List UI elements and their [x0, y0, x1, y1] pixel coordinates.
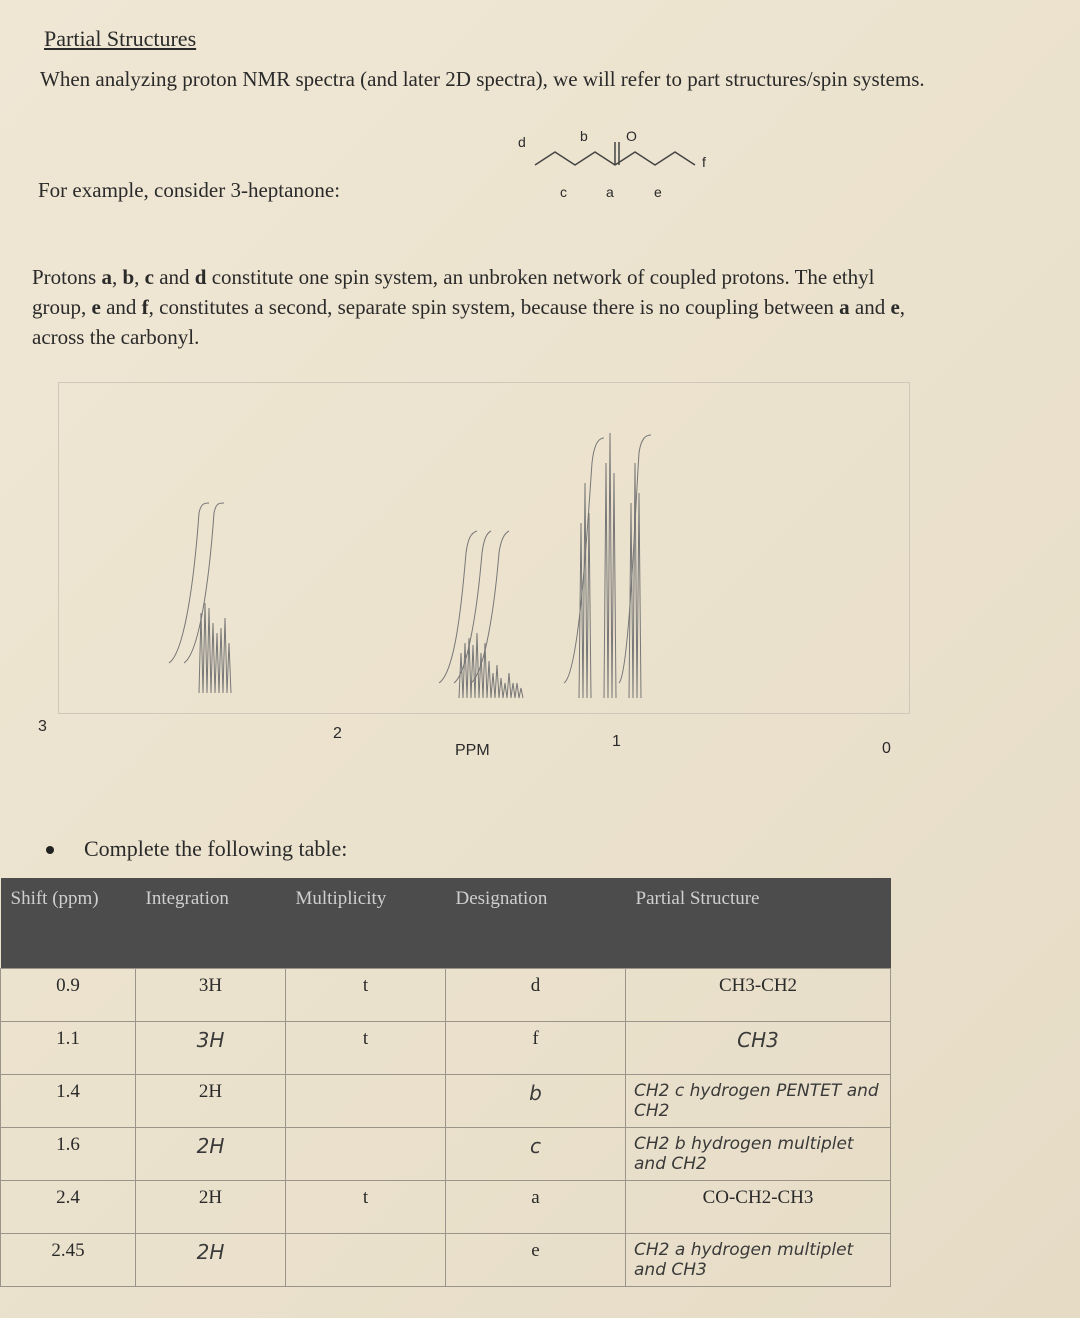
spin-system-paragraph: Protons a, b, c and d constitute one spin system, an unbroken network of coupled protons. The ethyl group, e and f, constitutes a second, separate spin system, because there is no coupling between a and e, across the carbonyl. [32, 265, 906, 349]
cell-multiplicity[interactable]: t [286, 969, 446, 1022]
section-heading: Partial Structures [44, 26, 197, 51]
cell-integration[interactable]: 2H [136, 1234, 286, 1287]
axis-label-ppm: PPM [455, 742, 490, 759]
axis-tick-0: 0 [882, 740, 891, 757]
molecule-3-heptanone [510, 120, 730, 210]
spectrum-peaks [59, 383, 909, 713]
cell-designation[interactable]: e [446, 1234, 626, 1287]
cell-designation[interactable]: a [446, 1181, 626, 1234]
cell-integration[interactable]: 2H [136, 1181, 286, 1234]
table-row [1, 1022, 891, 1075]
cell-multiplicity[interactable]: t [286, 1022, 446, 1075]
table-header-row [1, 878, 891, 969]
cell-partial-structure[interactable]: CH3 [626, 1022, 891, 1075]
label-d: d [518, 134, 526, 150]
cell-shift[interactable]: 1.6 [1, 1128, 136, 1181]
cell-designation[interactable]: d [446, 969, 626, 1022]
cell-partial-structure[interactable]: CH3-CH2 [626, 969, 891, 1022]
label-o: O [626, 128, 637, 144]
table-row [1, 1234, 891, 1287]
cell-shift[interactable]: 1.4 [1, 1075, 136, 1128]
axis-tick-2: 2 [333, 725, 342, 742]
bullet-dot [46, 846, 54, 854]
cell-partial-structure[interactable]: CH2 c hydrogen PENTET and CH2 [626, 1075, 891, 1128]
example-text: For example, consider 3-heptanone: [38, 178, 341, 202]
table-row [1, 1181, 891, 1234]
label-b: b [580, 128, 588, 144]
cell-integration[interactable]: 3H [136, 969, 286, 1022]
cell-designation[interactable]: b [446, 1075, 626, 1128]
cell-integration[interactable]: 3H [136, 1022, 286, 1075]
cell-partial-structure[interactable]: CH2 b hydrogen multiplet and CH2 [626, 1128, 891, 1181]
table-row [1, 969, 891, 1022]
header-designation: Designation [446, 878, 626, 969]
header-shift: Shift (ppm) [1, 878, 136, 969]
label-e: e [654, 184, 662, 200]
label-a: a [606, 184, 614, 200]
cell-multiplicity[interactable] [286, 1128, 446, 1181]
header-multiplicity: Multiplicity [286, 878, 446, 969]
cell-shift[interactable]: 1.1 [1, 1022, 136, 1075]
nmr-spectrum [58, 382, 910, 714]
axis-tick-1: 1 [612, 733, 621, 750]
cell-partial-structure[interactable]: CH2 a hydrogen multiplet and CH3 [626, 1234, 891, 1287]
cell-designation[interactable]: c [446, 1128, 626, 1181]
cell-integration[interactable]: 2H [136, 1128, 286, 1181]
cell-multiplicity[interactable] [286, 1234, 446, 1287]
cell-multiplicity[interactable] [286, 1075, 446, 1128]
table-row [1, 1075, 891, 1128]
table-row [1, 1128, 891, 1181]
cell-shift[interactable]: 2.45 [1, 1234, 136, 1287]
cell-multiplicity[interactable]: t [286, 1181, 446, 1234]
cell-partial-structure[interactable]: CO-CH2-CH3 [626, 1181, 891, 1234]
nmr-table [0, 878, 891, 1287]
cell-integration[interactable]: 2H [136, 1075, 286, 1128]
axis-tick-3: 3 [38, 718, 47, 735]
intro-text: When analyzing proton NMR spectra (and later 2D spectra), we will refer to part structures/spin systems. [40, 67, 925, 91]
cell-designation[interactable]: f [446, 1022, 626, 1075]
cell-shift[interactable]: 2.4 [1, 1181, 136, 1234]
header-integration: Integration [136, 878, 286, 969]
label-f: f [702, 154, 706, 170]
task-text: Complete the following table: [84, 836, 348, 861]
header-partial-structure: Partial Structure [626, 878, 891, 969]
label-c: c [560, 184, 567, 200]
cell-shift[interactable]: 0.9 [1, 969, 136, 1022]
